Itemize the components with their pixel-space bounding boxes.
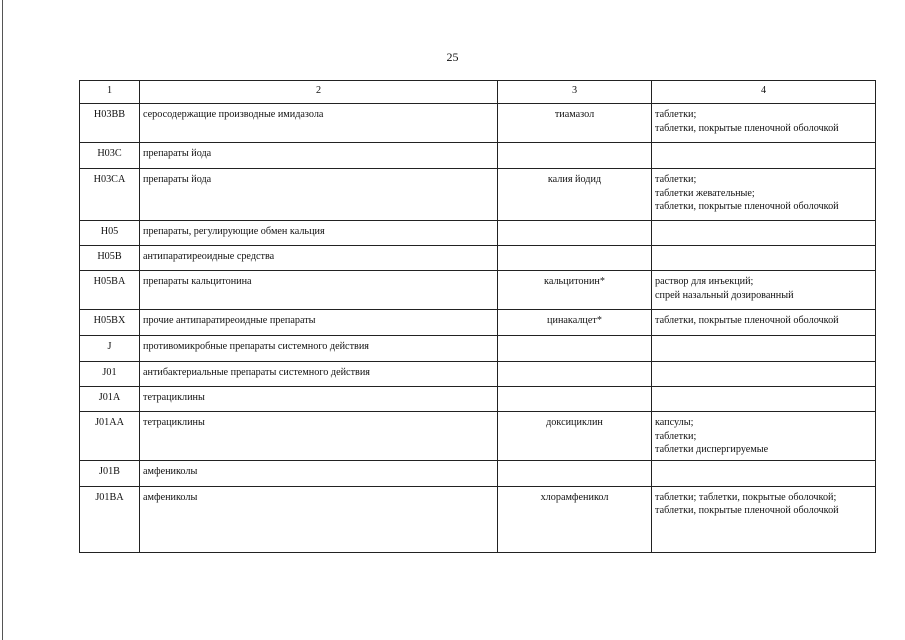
dosage-forms-cell xyxy=(652,460,876,486)
table-row xyxy=(80,460,876,486)
table-row xyxy=(80,104,876,143)
pharmacological-group-cell: антибактериальные препараты системного действия xyxy=(140,362,498,387)
dosage-forms-cell xyxy=(652,271,876,310)
dosage-forms-cell xyxy=(652,104,876,143)
drug-name-cell: калия йодид xyxy=(498,169,652,221)
dosage-form-line: раствор для инъекций; xyxy=(655,276,754,287)
atc-code-cell: J01AA xyxy=(80,412,140,461)
dosage-form-line: таблетки; xyxy=(655,430,697,442)
table-row xyxy=(80,271,876,310)
table-body xyxy=(80,104,876,553)
drug-name-cell: доксициклин xyxy=(498,412,652,461)
pharmacological-group-cell: препараты йода xyxy=(140,169,498,221)
dosage-form-line: таблетки диспергируемые xyxy=(655,444,769,455)
dosage-forms-cell xyxy=(652,169,876,221)
table-row xyxy=(80,362,876,387)
drug-name-cell: цинакалцет* xyxy=(498,310,652,336)
column-header-3: 3 xyxy=(498,81,652,104)
atc-code-cell: H03BB xyxy=(80,104,140,143)
dosage-form-line: таблетки; таблетки, покрытые оболочкой; xyxy=(655,491,837,503)
drug-name-cell xyxy=(498,246,652,271)
dosage-form-line: таблетки, покрытые пленочной оболочкой xyxy=(655,315,839,326)
table-header-row xyxy=(80,81,876,104)
pharmacological-group-cell: амфениколы xyxy=(140,460,498,486)
table-row xyxy=(80,412,876,461)
drug-name-cell: тиамазол xyxy=(498,104,652,143)
pharmacological-group-cell: препараты йода xyxy=(140,143,498,169)
drug-name-cell xyxy=(498,143,652,169)
column-header-1: 1 xyxy=(80,81,140,104)
atc-code-cell: J01BA xyxy=(80,486,140,552)
dosage-forms-cell xyxy=(652,246,876,271)
table-row xyxy=(80,387,876,412)
table-row xyxy=(80,246,876,271)
atc-code-cell: J01 xyxy=(80,362,140,387)
atc-code-cell: J xyxy=(80,336,140,362)
drug-name-cell: кальцитонин* xyxy=(498,271,652,310)
atc-code-cell: H05BA xyxy=(80,271,140,310)
dosage-forms-cell xyxy=(652,412,876,461)
pharmacological-group-cell: тетрациклины xyxy=(140,412,498,461)
drug-name-cell xyxy=(498,362,652,387)
pharmacological-group-cell: тетрациклины xyxy=(140,387,498,412)
drug-classification-table xyxy=(79,80,876,553)
dosage-form-line: таблетки, покрытые пленочной оболочкой xyxy=(655,201,839,212)
drug-name-cell xyxy=(498,221,652,246)
drug-name-cell: хлорамфеникол xyxy=(498,486,652,552)
pharmacological-group-cell: прочие антипаратиреоидные препараты xyxy=(140,310,498,336)
table-row xyxy=(80,221,876,246)
drug-name-cell xyxy=(498,460,652,486)
table-row xyxy=(80,486,876,552)
dosage-forms-cell xyxy=(652,387,876,412)
dosage-form-line: таблетки; xyxy=(655,174,697,185)
dosage-forms-cell xyxy=(652,310,876,336)
pharmacological-group-cell: антипаратиреоидные средства xyxy=(140,246,498,271)
dosage-form-line: таблетки; xyxy=(655,109,697,120)
pharmacological-group-cell: препараты, регулирующие обмен кальция xyxy=(140,221,498,246)
atc-code-cell: H05B xyxy=(80,246,140,271)
atc-code-cell: H05BX xyxy=(80,310,140,336)
pharmacological-group-cell: препараты кальцитонина xyxy=(140,271,498,310)
table-row xyxy=(80,336,876,362)
page-left-edge xyxy=(2,0,3,640)
column-header-4: 4 xyxy=(652,81,876,104)
dosage-form-line: спрей назальный дозированный xyxy=(655,289,794,301)
pharmacological-group-cell: серосодержащие производные имидазола xyxy=(140,104,498,143)
page-number: 25 xyxy=(446,50,459,64)
table-row xyxy=(80,169,876,221)
table-row xyxy=(80,310,876,336)
dosage-form-line: таблетки жевательные; xyxy=(655,187,755,199)
atc-code-cell: J01B xyxy=(80,460,140,486)
dosage-form-line: таблетки, покрытые пленочной оболочкой xyxy=(655,122,839,134)
dosage-form-line: таблетки, покрытые пленочной оболочкой xyxy=(655,505,839,516)
dosage-forms-cell xyxy=(652,143,876,169)
atc-code-cell: H03CA xyxy=(80,169,140,221)
dosage-forms-cell xyxy=(652,221,876,246)
pharmacological-group-cell: противомикробные препараты системного действия xyxy=(140,336,498,362)
drug-name-cell xyxy=(498,336,652,362)
atc-code-cell: H05 xyxy=(80,221,140,246)
drug-name-cell xyxy=(498,387,652,412)
dosage-forms-cell xyxy=(652,486,876,552)
pharmacological-group-cell: амфениколы xyxy=(140,486,498,552)
dosage-forms-cell xyxy=(652,336,876,362)
dosage-forms-cell xyxy=(652,362,876,387)
table-row xyxy=(80,143,876,169)
atc-code-cell: J01A xyxy=(80,387,140,412)
dosage-form-line: капсулы; xyxy=(655,417,694,428)
atc-code-cell: H03C xyxy=(80,143,140,169)
column-header-2: 2 xyxy=(140,81,498,104)
